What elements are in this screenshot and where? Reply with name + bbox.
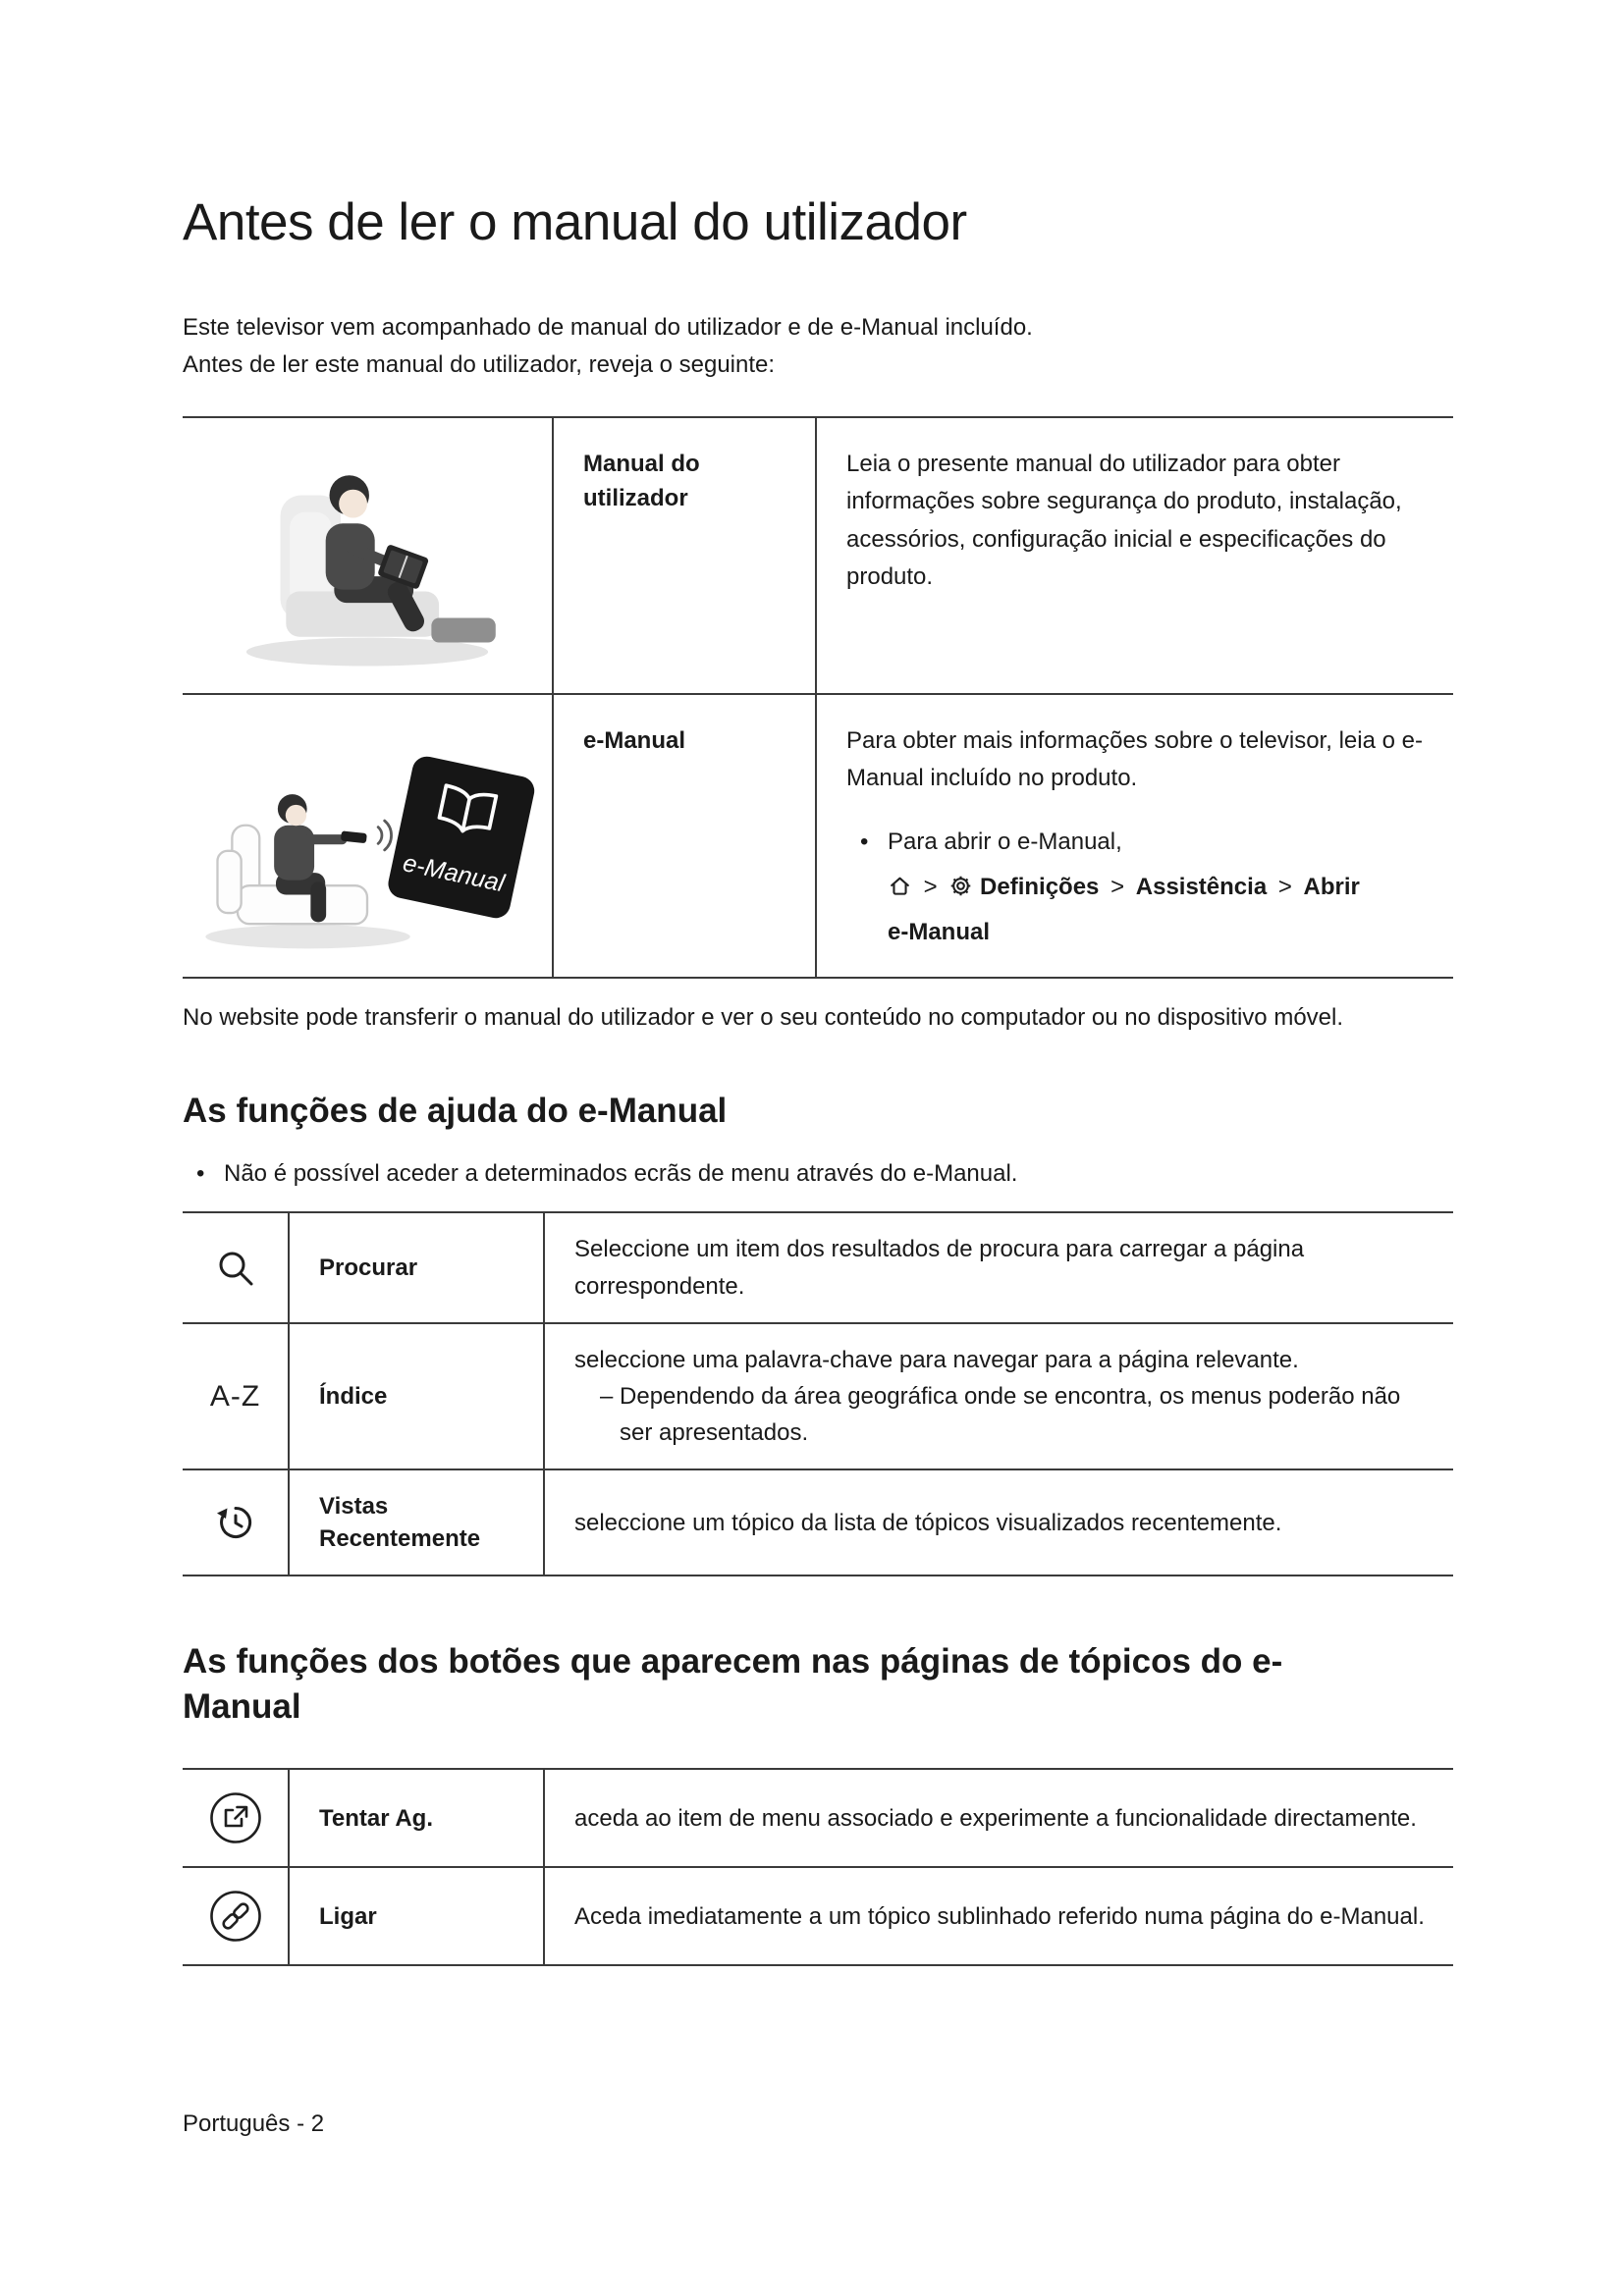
path-definicoes: Definições [980,873,1100,900]
table-row-indice [183,1324,1453,1471]
page-footer: Português - 2 [183,2110,325,2137]
try-now-icon [208,1790,263,1845]
recent-views-icon [213,1500,258,1545]
table-row-vistas [183,1470,1453,1576]
row-description [543,1213,1453,1321]
table-row-procurar [183,1213,1453,1323]
path-separator: > [1277,873,1292,900]
path-separator: > [923,873,938,900]
az-index-icon-cell [183,1324,288,1469]
home-icon [888,871,912,912]
help-bullet-text: Não é possível aceder a determinados ecrãs de menu através do e-Manual. [224,1160,1018,1188]
topic-buttons-table [183,1768,1453,1966]
row-label: Índice [288,1324,543,1469]
row-description [543,1868,1453,1964]
link-icon-cell [183,1868,288,1964]
table-row-ligar [183,1868,1453,1966]
row-label: Ligar [288,1868,543,1964]
tentar-description: aceda ao item de menu associado e experimente a funcionalidade directamente. [574,1804,1417,1832]
row-label: Tentar Ag. [288,1770,543,1866]
path-assistencia: Assistência [1135,873,1268,900]
manual-description-text: Leia o presente manual do utilizador para obter informações sobre segurança do produto, instalação, acessórios, configuração inicial e especificações do produto. [846,450,1402,590]
procurar-description: Seleccione um item dos resultados de procura para carregar a página correspondente. [574,1236,1305,1300]
menu-path [888,867,1379,953]
search-icon-cell [183,1213,288,1321]
vistas-description: seleccione um tópico da lista de tópicos visualizados recentemente. [574,1509,1282,1536]
website-note: No website pode transferir o manual do utilizador e ver o seu conteúdo no computador ou no dispositivo móvel. [183,1003,1344,1031]
row-label: Vistas Recentemente [288,1470,543,1575]
az-index-icon: A-Z [209,1379,261,1413]
buttons-section-heading: As funções dos botões que aparecem nas páginas de tópicos do e-Manual [183,1642,1283,1726]
row-description [543,1770,1453,1866]
table-row-emanual [183,695,1453,979]
table-row-manual [183,418,1453,695]
path-abrir-emanual: Abrir e-Manual [888,873,1360,945]
bullet-glyph: • [196,1160,205,1188]
svg-text:e-Manual: e-Manual [400,849,508,898]
gear-icon [948,871,973,912]
emanual-open-bullet [846,824,1439,953]
page-title: Antes de ler o manual do utilizador [183,193,967,251]
emanual-description-text: Para obter mais informações sobre o televisor, leia o e-Manual incluído no produto. [846,726,1423,792]
recent-views-icon-cell [183,1470,288,1575]
indice-subnote: – Dependendo da área geográfica onde se encontra, os menus poderão não ser apresentados. [600,1383,1401,1447]
intro-line-1: Este televisor vem acompanhado de manual do utilizador e de e-Manual incluído. [183,314,1033,341]
help-section-bullet [183,1156,1453,1192]
row-description [543,1324,1453,1469]
row-description [543,1470,1453,1575]
row-description [815,418,1453,693]
link-icon [208,1889,263,1944]
person-reading-manual-illustration [200,433,534,678]
search-icon [213,1246,258,1291]
bullet-glyph: • [860,828,869,855]
row-label: Procurar [288,1213,543,1321]
person-remote-emanual-illustration [183,695,552,977]
row-description [815,695,1453,977]
intro-text [183,309,1453,385]
row-label: Manual do utilizador [552,418,815,693]
person-remote-emanual-illustration [185,714,550,957]
path-separator: > [1110,873,1125,900]
intro-line-2: Antes de ler este manual do utilizador, reveja o seguinte: [183,351,776,379]
help-functions-table [183,1211,1453,1576]
try-now-icon-cell [183,1770,288,1866]
help-section-heading: As funções de ajuda do e-Manual [183,1091,728,1130]
row-label: e-Manual [552,695,815,977]
table-row-tentar [183,1770,1453,1868]
ligar-description: Aceda imediatamente a um tópico sublinhado referido numa página do e-Manual. [574,1902,1425,1930]
open-emanual-intro: Para abrir o e-Manual, [888,828,1122,855]
indice-description: seleccione uma palavra-chave para navegar para a página relevante. [574,1346,1299,1373]
person-reading-manual-illustration [183,418,552,693]
manual-overview-table [183,416,1453,979]
bullet-content [888,824,1379,953]
